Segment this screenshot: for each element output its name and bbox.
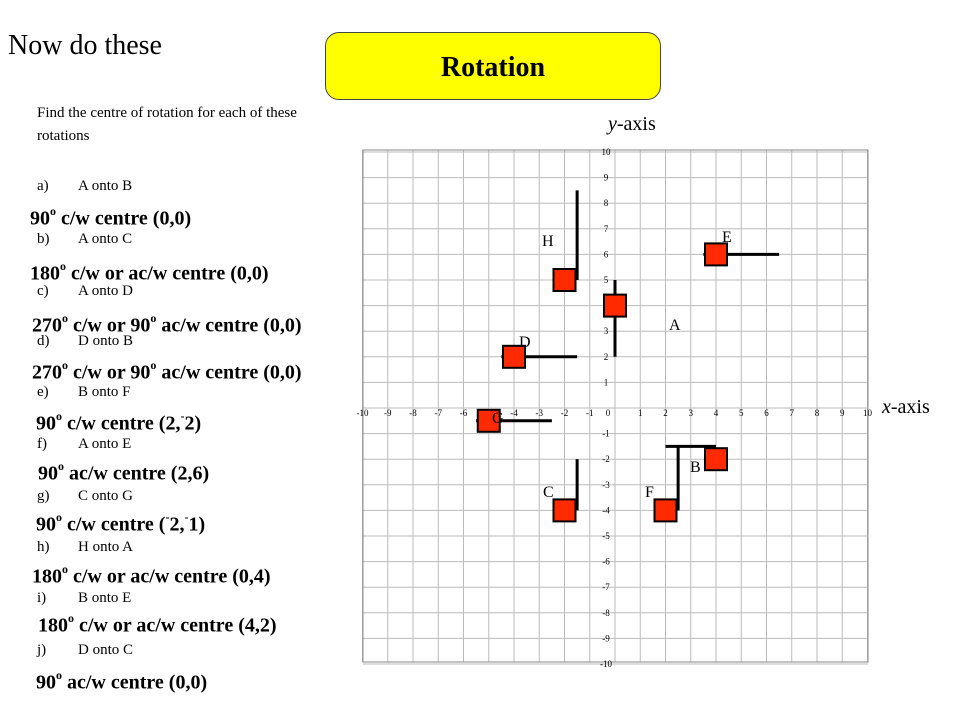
x-tick-label: 10	[863, 408, 872, 418]
x-tick-label: 2	[663, 408, 668, 418]
question-text: D onto C	[78, 642, 134, 658]
shape-F-square	[655, 499, 677, 521]
question-label: f)	[37, 436, 47, 452]
question-label: e)	[37, 384, 49, 400]
question-text: H onto A	[78, 539, 134, 555]
answer-j: 90$^o$ ac/w centre (0,0)	[36, 668, 208, 694]
x-tick-label: -4	[510, 408, 518, 418]
y-tick-label: 3	[603, 326, 609, 337]
shape-C-square	[554, 499, 576, 521]
x-tick-label: -8	[409, 408, 417, 418]
x-tick-label: -2	[560, 408, 569, 418]
shape-E-label: E	[722, 229, 732, 246]
x-tick-label: 7	[789, 408, 794, 418]
question-label: g)	[37, 488, 50, 504]
question-text: A onto E	[78, 436, 132, 452]
y-tick-label: 1	[603, 377, 609, 388]
question-text: B onto E	[78, 590, 132, 606]
x-tick-label: -6	[459, 408, 468, 418]
y-tick-label: 7	[603, 223, 609, 234]
title-box: Rotation	[325, 32, 661, 100]
answer-h: 180$^o$ c/w or ac/w centre (0,4)	[32, 562, 271, 588]
question-label: c)	[37, 283, 49, 299]
x-tick-label: -7	[434, 408, 442, 418]
y-axis-label: y-axis	[608, 113, 656, 135]
y-tick-label: -8	[602, 607, 610, 618]
y-tick-label: -9	[602, 633, 610, 644]
shape-H-label: H	[542, 233, 554, 250]
x-tick-label: -10	[356, 408, 369, 418]
answer-i: 180$^o$ c/w or ac/w centre (4,2)	[38, 611, 277, 637]
answer-c: 270$^o$ c/w or 90$^o$ ac/w centre (0,0)	[32, 311, 302, 337]
instruction: Find the centre of rotation for each of these rotations	[37, 105, 297, 144]
y-tick-label: 8	[603, 198, 609, 209]
shape-B-square	[705, 448, 727, 470]
question-text: A onto D	[78, 283, 134, 299]
shape-E-square	[705, 243, 727, 265]
x-tick-label: 3	[688, 408, 693, 418]
shape-A-label: A	[669, 317, 681, 334]
x-tick-label: 1	[638, 408, 643, 418]
answer-f: 90$^o$ ac/w centre (2,6)	[38, 459, 210, 485]
question-text: A onto C	[78, 231, 133, 247]
y-tick-label: -10	[600, 659, 612, 669]
y-tick-label: 9	[603, 172, 609, 183]
x-tick-label: -9	[384, 408, 392, 418]
x-tick-label: -3	[535, 408, 543, 418]
answer-a: 90$^o$ c/w centre (0,0)	[30, 204, 192, 230]
question-text: A onto B	[78, 178, 133, 194]
question-text: B onto F	[78, 384, 131, 400]
question-label: b)	[37, 231, 50, 247]
y-tick-label: -1	[602, 428, 610, 439]
x-tick-label: 8	[814, 408, 820, 418]
y-tick-label: -3	[602, 479, 610, 490]
shape-C-label: C	[543, 484, 554, 501]
y-tick-label: 2	[603, 351, 609, 362]
x-tick-label: 4	[713, 408, 719, 418]
y-tick-label: -5	[602, 531, 610, 541]
question-label: d)	[37, 333, 50, 349]
x-tick-label: 6	[764, 408, 769, 418]
x-tick-label: 9	[840, 408, 845, 418]
question-text: D onto B	[78, 333, 134, 349]
shape-H-square	[554, 269, 576, 291]
answer-d: 270$^o$ c/w or 90$^o$ ac/w centre (0,0)	[32, 358, 302, 384]
answer-g: 90$^o$ c/w centre (-2,-1)	[36, 510, 206, 536]
question-text: C onto G	[78, 488, 134, 504]
y-tick-label: 10	[601, 147, 611, 157]
question-label: a)	[37, 178, 49, 194]
answer-b: 180$^o$ c/w or ac/w centre (0,0)	[30, 259, 269, 285]
shape-D-label: D	[519, 334, 531, 351]
shape-A-square	[604, 295, 626, 317]
question-label: i)	[37, 590, 47, 606]
shape-F-label: F	[645, 484, 654, 501]
question-label: j)	[37, 642, 47, 658]
heading: Now do these	[8, 30, 162, 61]
answer-e: 90$^o$ c/w centre (2,-2)	[36, 409, 202, 435]
shape-B-label: B	[690, 459, 701, 476]
x-axis-label: x-axis	[882, 396, 930, 418]
y-tick-label: 5	[603, 275, 609, 285]
y-tick-label: -7	[602, 582, 610, 593]
x-tick-label: -1	[586, 408, 594, 418]
y-tick-label: 6	[603, 249, 609, 260]
x-tick-label: 5	[739, 408, 744, 418]
shape-G-label: G	[492, 410, 504, 427]
y-tick-label: -2	[602, 454, 610, 465]
y-tick-label: -6	[602, 556, 610, 567]
origin-label: 0	[605, 408, 611, 418]
question-label: h)	[37, 539, 50, 555]
y-tick-label: -4	[602, 505, 610, 516]
